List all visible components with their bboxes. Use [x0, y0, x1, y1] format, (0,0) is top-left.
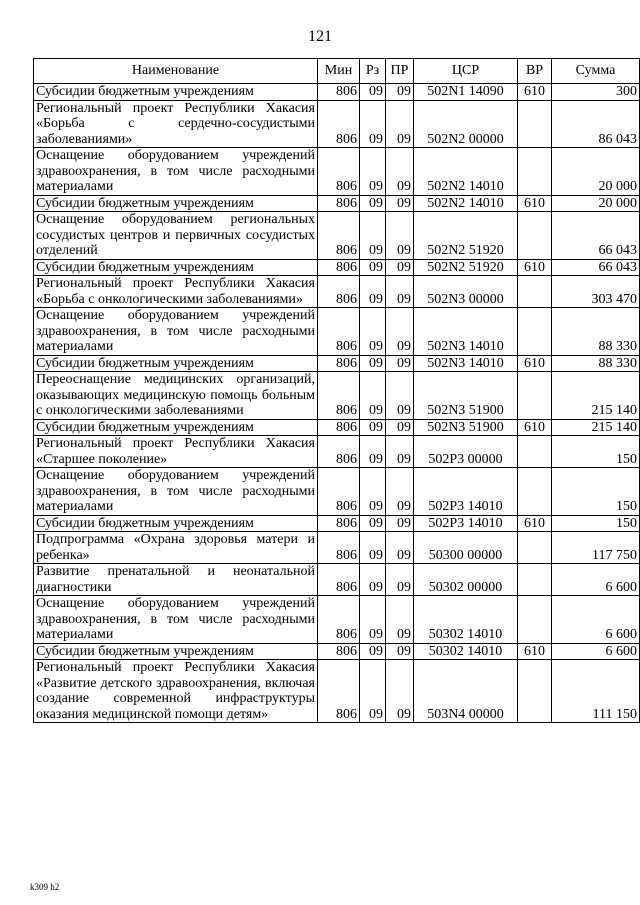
cell-min: 806: [318, 564, 360, 596]
cell-min: 806: [318, 660, 360, 723]
cell-sum: 88 330: [552, 355, 640, 372]
cell-pr: 09: [386, 276, 414, 308]
cell-name: Развитие пренатальной и неонатальной диагностики: [34, 564, 318, 596]
cell-name: Субсидии бюджетным учреждениям: [34, 84, 318, 101]
cell-rz: 09: [360, 515, 386, 532]
cell-min: 806: [318, 643, 360, 660]
cell-sum: 6 600: [552, 643, 640, 660]
cell-min: 806: [318, 436, 360, 468]
cell-pr: 09: [386, 643, 414, 660]
table-row: [34, 259, 640, 276]
table-row: [34, 212, 640, 260]
cell-rz: 09: [360, 643, 386, 660]
cell-pr: 09: [386, 596, 414, 644]
cell-csr: 502N2 51920: [414, 212, 518, 260]
cell-csr: 502N2 00000: [414, 100, 518, 148]
header-rz: Рз: [360, 59, 386, 84]
cell-vr: [518, 660, 552, 723]
cell-pr: 09: [386, 100, 414, 148]
cell-sum: 303 470: [552, 276, 640, 308]
cell-vr: [518, 308, 552, 356]
cell-name: Субсидии бюджетным учреждениям: [34, 259, 318, 276]
cell-rz: 09: [360, 84, 386, 101]
cell-vr: [518, 372, 552, 420]
cell-sum: 20 000: [552, 148, 640, 196]
cell-min: 806: [318, 148, 360, 196]
cell-sum: 111 150: [552, 660, 640, 723]
cell-sum: 6 600: [552, 564, 640, 596]
cell-pr: 09: [386, 84, 414, 101]
cell-vr: [518, 596, 552, 644]
table-row: [34, 84, 640, 101]
cell-name: Оснащение оборудованием учреждений здравоохранения, в том числе расходными материалами: [34, 596, 318, 644]
cell-vr: [518, 212, 552, 260]
table-row: [34, 100, 640, 148]
cell-name: Региональный проект Республики Хакасия «Борьба с сердечно-сосудистыми заболеваниями»: [34, 100, 318, 148]
cell-vr: [518, 276, 552, 308]
cell-name: Региональный проект Республики Хакасия «Борьба с онкологическими заболеваниями»: [34, 276, 318, 308]
cell-pr: 09: [386, 532, 414, 564]
cell-rz: 09: [360, 596, 386, 644]
cell-pr: 09: [386, 419, 414, 436]
cell-pr: 09: [386, 515, 414, 532]
cell-sum: 215 140: [552, 372, 640, 420]
cell-csr: 50300 00000: [414, 532, 518, 564]
cell-min: 806: [318, 515, 360, 532]
cell-pr: 09: [386, 308, 414, 356]
cell-name: Переоснащение медицинских организаций, оказывающих медицинскую помощь больным с онкологическими заболеваниями: [34, 372, 318, 420]
table-row: [34, 564, 640, 596]
cell-rz: 09: [360, 308, 386, 356]
table-row: [34, 308, 640, 356]
cell-csr: 502P3 14010: [414, 468, 518, 516]
cell-min: 806: [318, 419, 360, 436]
cell-sum: 66 043: [552, 259, 640, 276]
cell-csr: 502N2 14010: [414, 148, 518, 196]
cell-min: 806: [318, 372, 360, 420]
cell-name: Оснащение оборудованием учреждений здравоохранения, в том числе расходными материалами: [34, 148, 318, 196]
cell-min: 806: [318, 355, 360, 372]
cell-csr: 502N2 14010: [414, 195, 518, 212]
cell-vr: 610: [518, 355, 552, 372]
cell-min: 806: [318, 532, 360, 564]
cell-vr: [518, 148, 552, 196]
cell-sum: 300: [552, 84, 640, 101]
table-row: [34, 148, 640, 196]
cell-pr: 09: [386, 660, 414, 723]
cell-csr: 502N3 14010: [414, 308, 518, 356]
cell-rz: 09: [360, 195, 386, 212]
table-row: [34, 419, 640, 436]
table-row: [34, 436, 640, 468]
cell-sum: 6 600: [552, 596, 640, 644]
cell-pr: 09: [386, 468, 414, 516]
cell-vr: [518, 532, 552, 564]
cell-csr: 50302 00000: [414, 564, 518, 596]
cell-min: 806: [318, 308, 360, 356]
cell-csr: 502P3 00000: [414, 436, 518, 468]
cell-csr: 503N4 00000: [414, 660, 518, 723]
cell-csr: 502P3 14010: [414, 515, 518, 532]
cell-name: Подпрограмма «Охрана здоровья матери и ребенка»: [34, 532, 318, 564]
cell-rz: 09: [360, 148, 386, 196]
cell-rz: 09: [360, 276, 386, 308]
header-csr: ЦСР: [414, 59, 518, 84]
table-body: [34, 84, 640, 723]
cell-sum: 88 330: [552, 308, 640, 356]
cell-sum: 117 750: [552, 532, 640, 564]
cell-rz: 09: [360, 355, 386, 372]
cell-name: Региональный проект Республики Хакасия «Развитие детского здравоохранения, включая создание современной инфраструктуры оказания медицинской помощи детям»: [34, 660, 318, 723]
cell-pr: 09: [386, 564, 414, 596]
cell-name: Оснащение оборудованием учреждений здравоохранения, в том числе расходными материалами: [34, 308, 318, 356]
cell-pr: 09: [386, 259, 414, 276]
table-row: [34, 596, 640, 644]
cell-vr: 610: [518, 259, 552, 276]
cell-sum: 20 000: [552, 195, 640, 212]
cell-name: Оснащение оборудованием региональных сосудистых центров и первичных сосудистых отделений: [34, 212, 318, 260]
cell-sum: 150: [552, 515, 640, 532]
cell-sum: 66 043: [552, 212, 640, 260]
cell-min: 806: [318, 212, 360, 260]
cell-min: 806: [318, 195, 360, 212]
cell-rz: 09: [360, 436, 386, 468]
cell-vr: 610: [518, 515, 552, 532]
cell-vr: [518, 100, 552, 148]
header-name: Наименование: [34, 59, 318, 84]
table-header-row: [34, 59, 640, 84]
cell-rz: 09: [360, 532, 386, 564]
cell-pr: 09: [386, 212, 414, 260]
cell-pr: 09: [386, 148, 414, 196]
cell-vr: [518, 436, 552, 468]
table-row: [34, 276, 640, 308]
cell-min: 806: [318, 259, 360, 276]
cell-csr: 502N3 00000: [414, 276, 518, 308]
cell-pr: 09: [386, 355, 414, 372]
cell-vr: 610: [518, 195, 552, 212]
cell-rz: 09: [360, 100, 386, 148]
cell-vr: 610: [518, 84, 552, 101]
cell-min: 806: [318, 84, 360, 101]
cell-pr: 09: [386, 372, 414, 420]
table-row: [34, 355, 640, 372]
cell-sum: 150: [552, 436, 640, 468]
cell-rz: 09: [360, 259, 386, 276]
cell-sum: 215 140: [552, 419, 640, 436]
cell-vr: [518, 468, 552, 516]
cell-csr: 502N3 51900: [414, 419, 518, 436]
table-row: [34, 468, 640, 516]
cell-rz: 09: [360, 660, 386, 723]
header-pr: ПР: [386, 59, 414, 84]
cell-name: Субсидии бюджетным учреждениям: [34, 419, 318, 436]
cell-min: 806: [318, 468, 360, 516]
cell-name: Субсидии бюджетным учреждениям: [34, 195, 318, 212]
cell-rz: 09: [360, 564, 386, 596]
cell-vr: [518, 564, 552, 596]
cell-rz: 09: [360, 372, 386, 420]
cell-rz: 09: [360, 419, 386, 436]
cell-csr: 502N2 51920: [414, 259, 518, 276]
cell-csr: 50302 14010: [414, 596, 518, 644]
table-row: [34, 643, 640, 660]
table-row: [34, 515, 640, 532]
page-number: 121: [308, 28, 332, 45]
cell-min: 806: [318, 276, 360, 308]
table-row: [34, 660, 640, 723]
table-row: [34, 372, 640, 420]
cell-sum: 150: [552, 468, 640, 516]
cell-name: Субсидии бюджетным учреждениям: [34, 643, 318, 660]
table-row: [34, 532, 640, 564]
cell-csr: 50302 14010: [414, 643, 518, 660]
cell-csr: 502N3 51900: [414, 372, 518, 420]
header-vr: ВР: [518, 59, 552, 84]
cell-pr: 09: [386, 436, 414, 468]
header-sum: Сумма: [552, 59, 640, 84]
cell-min: 806: [318, 100, 360, 148]
budget-table: [33, 58, 640, 723]
cell-vr: 610: [518, 419, 552, 436]
header-min: Мин: [318, 59, 360, 84]
cell-csr: 502N1 14090: [414, 84, 518, 101]
cell-rz: 09: [360, 212, 386, 260]
cell-sum: 86 043: [552, 100, 640, 148]
cell-name: Оснащение оборудованием учреждений здравоохранения, в том числе расходными материалами: [34, 468, 318, 516]
cell-rz: 09: [360, 468, 386, 516]
table-row: [34, 195, 640, 212]
cell-name: Субсидии бюджетным учреждениям: [34, 515, 318, 532]
cell-min: 806: [318, 596, 360, 644]
cell-name: Субсидии бюджетным учреждениям: [34, 355, 318, 372]
cell-csr: 502N3 14010: [414, 355, 518, 372]
cell-vr: 610: [518, 643, 552, 660]
cell-pr: 09: [386, 195, 414, 212]
footer-code: k309 h2: [30, 882, 60, 892]
cell-name: Региональный проект Республики Хакасия «Старшее поколение»: [34, 436, 318, 468]
